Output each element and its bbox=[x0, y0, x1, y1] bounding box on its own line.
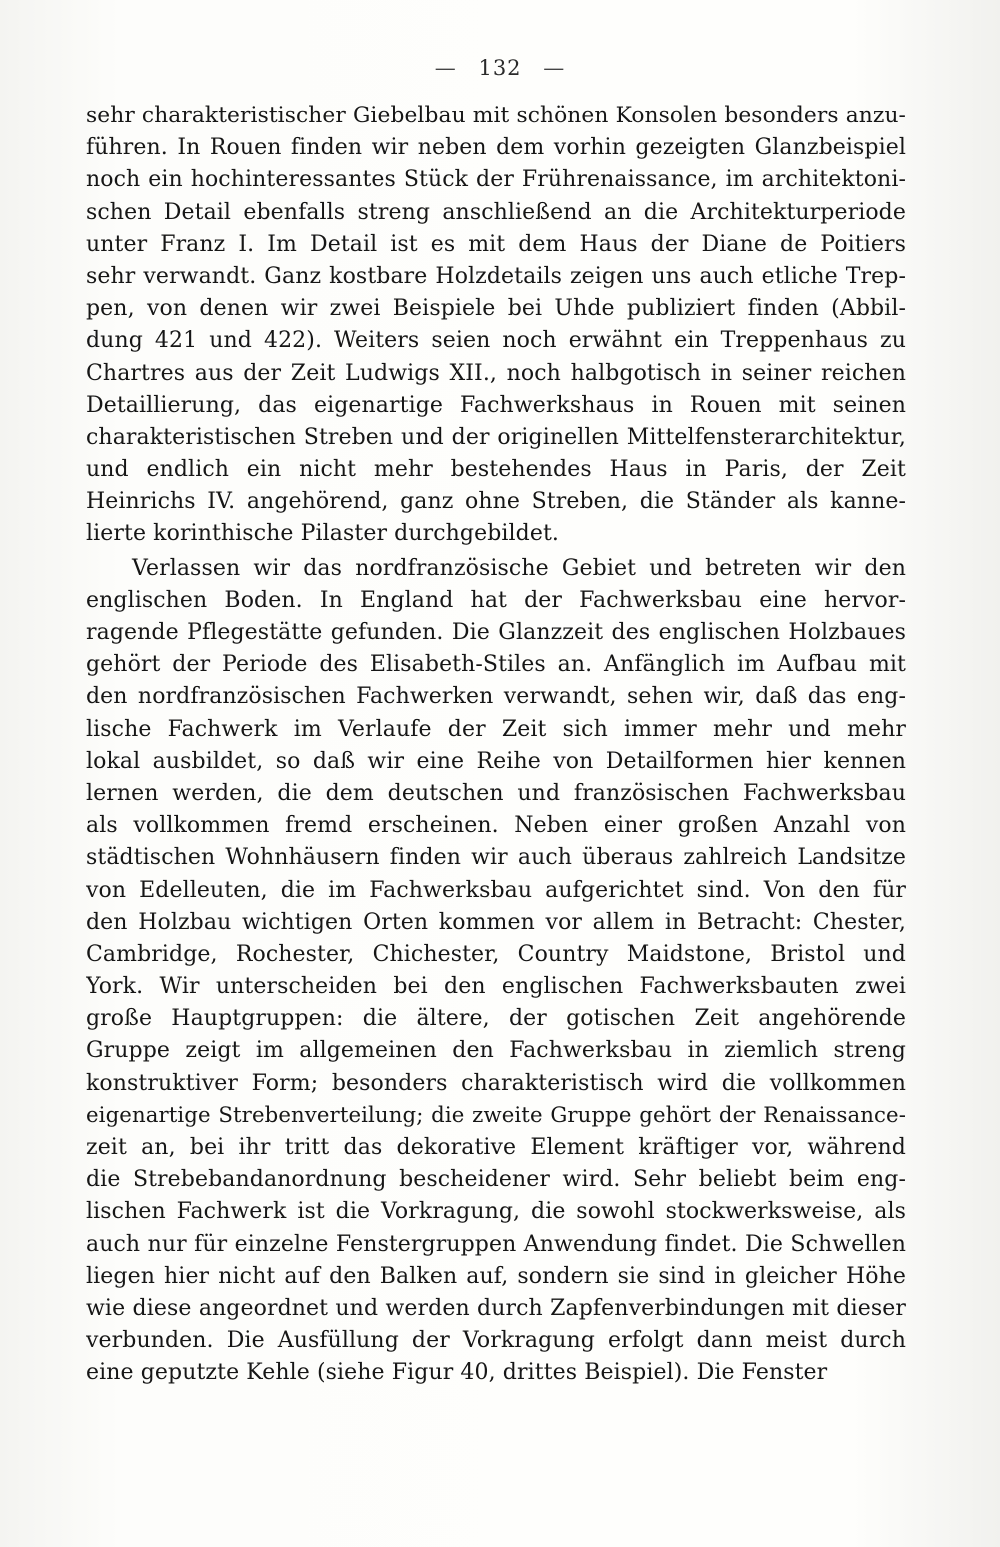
text-line: noch ein hochinteressantes Stück der Frührenaissance, im architektoni- bbox=[86, 167, 906, 193]
text-line: den nordfranzösischen Fachwerken verwandt, sehen wir, daß das eng- bbox=[86, 684, 906, 710]
text-line: charakteristischen Streben und der originellen Mittelfensterarchitektur, bbox=[86, 424, 906, 450]
text-line: Chartres aus der Zeit Ludwigs XII., noch halbgotisch in seiner reichen bbox=[86, 360, 906, 386]
text-line: lokal ausbildet, so daß wir eine Reihe von Detailformen hier kennen bbox=[86, 748, 906, 774]
text-line: lische Fachwerk im Verlaufe der Zeit sich immer mehr und mehr bbox=[86, 716, 906, 742]
text-line: lischen Fachwerk ist die Vorkragung, die sowohl stockwerksweise, als bbox=[86, 1199, 906, 1225]
text-line: den Holzbau wichtigen Orten kommen vor allem in Betracht: Chester, bbox=[86, 909, 906, 935]
text-line: liegen hier nicht auf den Balken auf, sondern sie sind in gleicher Höhe bbox=[86, 1263, 906, 1289]
text-line: und endlich ein nicht mehr bestehendes Haus in Paris, der Zeit bbox=[86, 457, 906, 483]
text-line: große Hauptgruppen: die ältere, der gotischen Zeit angehörende bbox=[86, 1006, 906, 1032]
header-dash-left: — bbox=[434, 56, 457, 80]
text-line: führen. In Rouen finden wir neben dem vorhin gezeigten Glanzbeispiel bbox=[86, 135, 906, 161]
text-line: eine geputzte Kehle (siehe Figur 40, drittes Beispiel). Die Fenster bbox=[86, 1360, 828, 1386]
paragraph-2 bbox=[86, 553, 906, 1390]
text-line: lernen werden, die dem deutschen und französischen Fachwerksbau bbox=[86, 780, 906, 806]
text-line: ragende Pflegestätte gefunden. Die Glanzzeit des englischen Holzbaues bbox=[86, 620, 906, 645]
text-line: wie diese angeordnet und werden durch Zapfenverbindungen mit dieser bbox=[86, 1295, 906, 1321]
text-line: sehr verwandt. Ganz kostbare Holzdetails zeigen uns auch etliche Trep- bbox=[86, 263, 906, 289]
text-line: zeit an, bei ihr tritt das dekorative Element kräftiger vor, während bbox=[86, 1135, 906, 1160]
text-line: lierte korinthische Pilaster durchgebildet. bbox=[86, 521, 560, 547]
text-line: Heinrichs IV. angehörend, ganz ohne Streben, die Ständer als kanne- bbox=[86, 489, 906, 515]
text-line: von Edelleuten, die im Fachwerksbau aufgerichtet sind. Von den für bbox=[86, 877, 906, 903]
text-line: Cambridge, Rochester, Chichester, Country Maidstone, Bristol und bbox=[86, 941, 906, 967]
text-line: städtischen Wohnhäusern finden wir auch überaus zahlreich Landsitze bbox=[86, 845, 906, 871]
text-line: Gruppe zeigt im allgemeinen den Fachwerksbau in ziemlich streng bbox=[86, 1038, 906, 1064]
text-line: Verlassen wir das nordfranzösische Gebiet und betreten wir den bbox=[132, 555, 906, 581]
text-line: als vollkommen fremd erscheinen. Neben einer großen Anzahl von bbox=[86, 813, 906, 839]
text-line: gehört der Periode des Elisabeth-Stiles an. Anfänglich im Aufbau mit bbox=[86, 652, 906, 678]
header-dash-right: — bbox=[543, 56, 566, 80]
text-line: Detaillierung, das eigenartige Fachwerkshaus in Rouen mit seinen bbox=[86, 392, 906, 418]
body-text bbox=[86, 100, 906, 1390]
text-line: auch nur für einzelne Fenstergruppen Anwendung findet. Die Schwellen bbox=[86, 1231, 906, 1257]
text-line: eigenartige Strebenverteilung; die zweite Gruppe gehört der Renaissance- bbox=[86, 1102, 906, 1128]
page-header bbox=[0, 56, 1000, 80]
text-line: verbunden. Die Ausfüllung der Vorkragung erfolgt dann meist durch bbox=[86, 1328, 906, 1354]
page-number: 132 bbox=[478, 56, 522, 80]
text-line: englischen Boden. In England hat der Fachwerksbau eine hervor- bbox=[86, 587, 906, 613]
text-line: pen, von denen wir zwei Beispiele bei Uhde publiziert finden (Abbil- bbox=[86, 296, 906, 322]
text-line: dung 421 und 422). Weiters seien noch erwähnt ein Treppenhaus zu bbox=[86, 328, 906, 354]
text-line: konstruktiver Form; besonders charakteristisch wird die vollkommen bbox=[86, 1070, 906, 1096]
text-line: York. Wir unterscheiden bei den englischen Fachwerksbauten zwei bbox=[86, 974, 906, 1000]
text-line: schen Detail ebenfalls streng anschließend an die Architekturperiode bbox=[86, 199, 906, 225]
text-line: unter Franz I. Im Detail ist es mit dem Haus der Diane de Poitiers bbox=[86, 231, 906, 257]
text-line: sehr charakteristischer Giebelbau mit schönen Konsolen besonders anzu- bbox=[86, 103, 906, 128]
paragraph-1 bbox=[86, 100, 906, 551]
text-line: die Strebebandanordnung bescheidener wird. Sehr beliebt beim eng- bbox=[86, 1167, 906, 1193]
